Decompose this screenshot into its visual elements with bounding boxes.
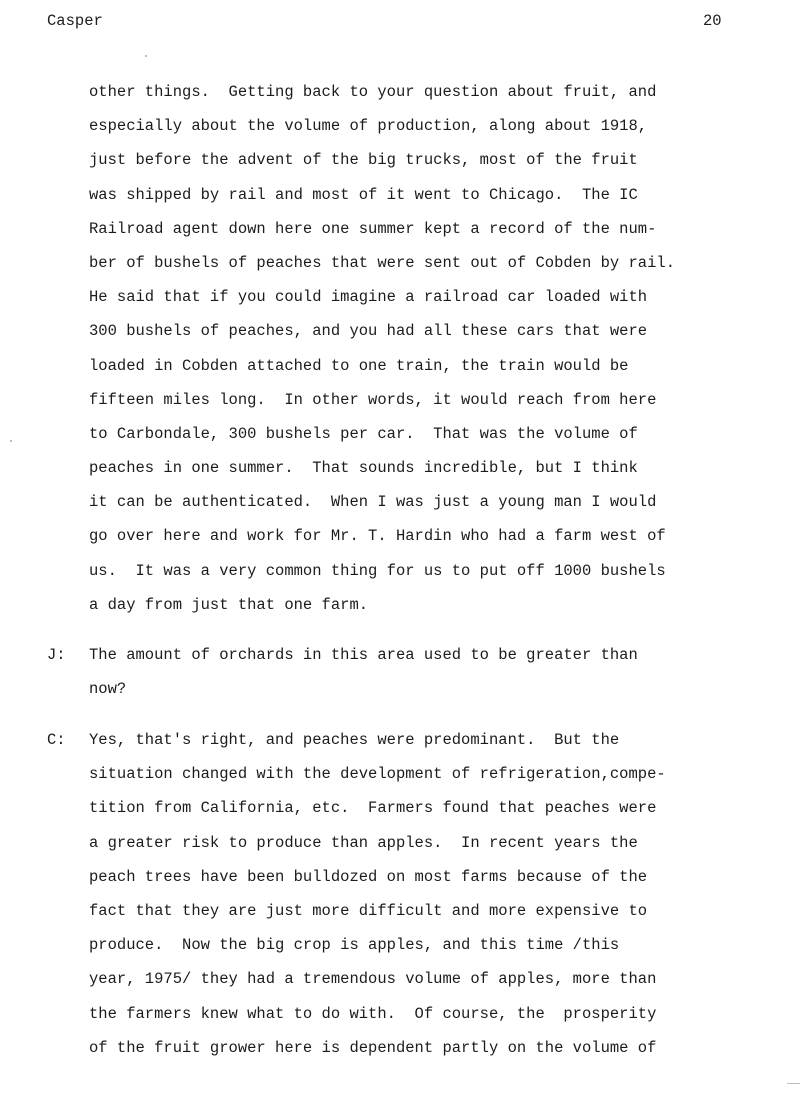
text-line: to Carbondale, 300 bushels per car. That was the volume of xyxy=(89,424,638,443)
text-line: year, 1975/ they had a tremendous volume of apples, more than xyxy=(89,970,657,989)
text-line: ber of bushels of peaches that were sent out of Cobden by rail. xyxy=(89,253,675,272)
text-line: it can be authenticated. When I was just a young man I would xyxy=(89,493,657,512)
text-line: Yes, that's right, and peaches were predominant. But the xyxy=(89,731,620,749)
text-line: The amount of orchards in this area used to be greater than xyxy=(89,646,638,664)
scan-speck xyxy=(145,55,147,57)
text-line: fact that they are just more difficult and more expensive to xyxy=(89,901,648,920)
speaker-label-c: C: xyxy=(47,731,66,749)
continued-paragraph xyxy=(89,82,769,629)
text-line: fifteen miles long. In other words, it would reach from here xyxy=(89,390,657,409)
text-line: was shipped by rail and most of it went to Chicago. The IC xyxy=(89,185,638,204)
text-line: Railroad agent down here one summer kept a record of the num- xyxy=(89,219,657,238)
text-line: just before the advent of the big trucks, most of the fruit xyxy=(89,151,638,170)
text-line: the farmers knew what to do with. Of course, the prosperity xyxy=(89,1004,657,1023)
text-line: He said that if you could imagine a railroad car loaded with xyxy=(89,288,648,307)
text-line: go over here and work for Mr. T. Hardin who had a farm west of xyxy=(89,527,666,546)
scan-speck xyxy=(10,440,12,442)
text-line: us. It was a very common thing for us to put off 1000 bushels xyxy=(89,561,666,580)
text-line: 300 bushels of peaches, and you had all these cars that were xyxy=(89,322,648,341)
text-line: tition from California, etc. Farmers found that peaches were xyxy=(89,799,657,818)
text-line: peaches in one summer. That sounds incredible, but I think xyxy=(89,459,638,478)
text-line: a day from just that one farm. xyxy=(89,595,369,614)
question-paragraph xyxy=(89,645,769,713)
scan-edge-mark xyxy=(787,1083,800,1084)
text-line: produce. Now the big crop is apples, and this time /this xyxy=(89,936,620,955)
text-line: especially about the volume of production, along about 1918, xyxy=(89,117,648,136)
text-line: now? xyxy=(89,680,127,699)
text-line: peach trees have been bulldozed on most farms because of the xyxy=(89,867,648,886)
page-header-name: Casper xyxy=(47,12,103,30)
text-line: situation changed with the development of refrigeration,compe- xyxy=(89,765,666,784)
text-line: loaded in Cobden attached to one train, the train would be xyxy=(89,356,629,375)
text-line: other things. Getting back to your question about fruit, and xyxy=(89,83,657,101)
text-line: a greater risk to produce than apples. In recent years the xyxy=(89,833,638,852)
text-line: of the fruit grower here is dependent partly on the volume of xyxy=(89,1038,657,1057)
page-number: 20 xyxy=(703,12,722,30)
speaker-label-j: J: xyxy=(47,646,66,664)
answer-paragraph xyxy=(89,730,769,1072)
